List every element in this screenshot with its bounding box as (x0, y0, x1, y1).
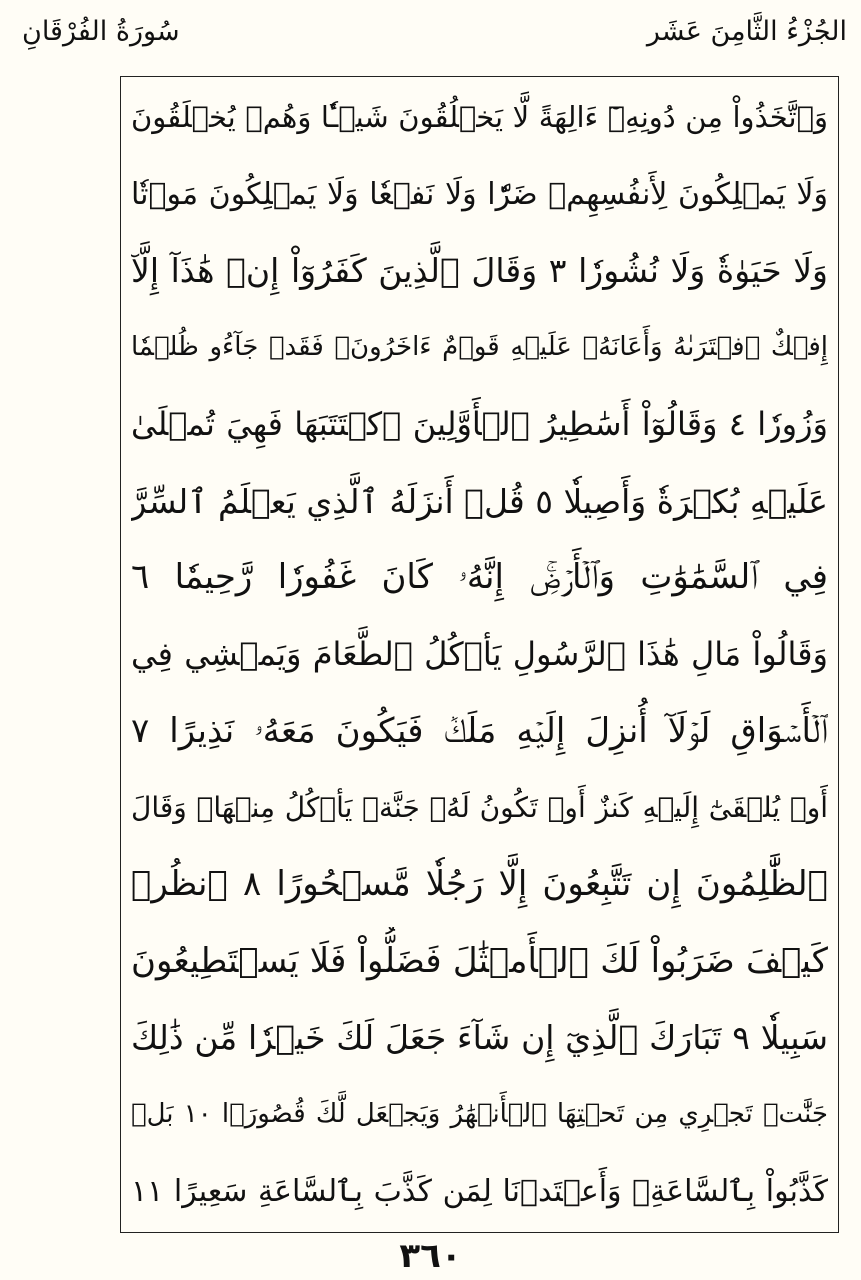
verse-line (131, 160, 828, 229)
text-frame (120, 76, 839, 1233)
verse-line-text: كَذَّبُواْ بِٱلسَّاعَةِۖ وَأَعۡتَدۡنَا لِمَن كَذَّبَ بِٱلسَّاعَةِ سَعِيرًا ١١ (131, 1173, 828, 1209)
page-number: ٣٦٠ (399, 1236, 462, 1276)
verse-line (131, 236, 828, 305)
verse-line-text: إِفۡكٌ ٱفۡتَرَىٰهُ وَأَعَانَهُۥ عَلَيۡهِ قَوۡمٌ ءَاخَرُونَۖ فَقَدۡ جَآءُو ظُلۡمٗا (131, 332, 828, 363)
verse-line-text: ٱلظَّٰلِمُونَ إِن تَتَّبِعُونَ إِلَّا رَجُلٗا مَّسۡحُورًا ٨ ٱنظُرۡ (131, 864, 828, 905)
verse-line (131, 543, 828, 612)
verse-line (131, 1003, 828, 1072)
verse-line-text: أَوۡ يُلۡقَىٰٓ إِلَيۡهِ كَنزٌ أَوۡ تَكُونُ لَهُۥ جَنَّةٞ يَأۡكُلُ مِنۡهَاۚ وَقَالَ (131, 791, 828, 825)
verse-line (131, 850, 828, 919)
verse-line (131, 620, 828, 689)
surah-title: سُورَةُ الفُرْقَانِ (22, 16, 180, 47)
juz-title: الجُزْءُ الثَّامِنَ عَشَر (646, 16, 847, 47)
verse-line (131, 927, 828, 996)
verse-line (131, 1080, 828, 1149)
verse-line (131, 697, 828, 766)
verse-line (131, 390, 828, 459)
verse-line-text: وَٱتَّخَذُواْ مِن دُونِهِۦٓ ءَالِهَةً لَّا يَخۡلُقُونَ شَيۡـٔٗا وَهُمۡ يُخۡلَقُونَ (131, 100, 828, 134)
verse-line (131, 83, 828, 152)
verse-line-text: سَبِيلٗا ٩ تَبَارَكَ ٱلَّذِيٓ إِن شَآءَ جَعَلَ لَكَ خَيۡرٗا مِّن ذَٰلِكَ (131, 1018, 828, 1058)
verse-line-text: وَلَا يَمۡلِكُونَ لِأَنفُسِهِمۡ ضَرّٗا وَلَا نَفۡعٗا وَلَا يَمۡلِكُونَ مَوۡتٗا (131, 176, 828, 212)
verse-line-text: ٱلۡأَسۡوَاقِ لَوۡلَآ أُنزِلَ إِلَيۡهِ مَلَكٞ فَيَكُونَ مَعَهُۥ نَذِيرًا ٧ (131, 710, 828, 751)
verse-line (131, 773, 828, 842)
verse-line (131, 1157, 828, 1226)
verse-line-text: جَنَّٰتٖ تَجۡرِي مِن تَحۡتِهَا ٱلۡأَنۡهَٰرُ وَيَجۡعَل لَّكَ قُصُورَۢا ١٠ بَلۡ (131, 1099, 828, 1130)
verse-lines (131, 83, 828, 1226)
verse-line-text: كَيۡفَ ضَرَبُواْ لَكَ ٱلۡأَمۡثَٰلَ فَضَلُّواْ فَلَا يَسۡتَطِيعُونَ (131, 940, 828, 981)
page-header (0, 6, 861, 66)
verse-line-text: عَلَيۡهِ بُكۡرَةٗ وَأَصِيلٗا ٥ قُلۡ أَنزَلَهُ ٱلَّذِي يَعۡلَمُ ٱلسِّرَّ (131, 481, 828, 521)
verse-line (131, 313, 828, 382)
verse-line-text: وَزُورٗا ٤ وَقَالُوٓاْ أَسَٰطِيرُ ٱلۡأَوَّلِينَ ٱكۡتَتَبَهَا فَهِيَ تُمۡلَىٰ (131, 404, 828, 443)
verse-line-text: وَقَالُواْ مَالِ هَٰذَا ٱلرَّسُولِ يَأۡكُلُ ٱلطَّعَامَ وَيَمۡشِي فِي (131, 634, 828, 673)
verse-line-text: فِي ٱلسَّمَٰوَٰتِ وَٱلۡأَرۡضِۚ إِنَّهُۥ كَانَ غَفُورٗا رَّحِيمٗا ٦ (131, 557, 828, 598)
verse-line-text: وَلَا حَيَوٰةٗ وَلَا نُشُورٗا ٣ وَقَالَ ٱلَّذِينَ كَفَرُوٓاْ إِنۡ هَٰذَآ إِلَّآ (131, 251, 828, 291)
verse-line (131, 467, 828, 536)
